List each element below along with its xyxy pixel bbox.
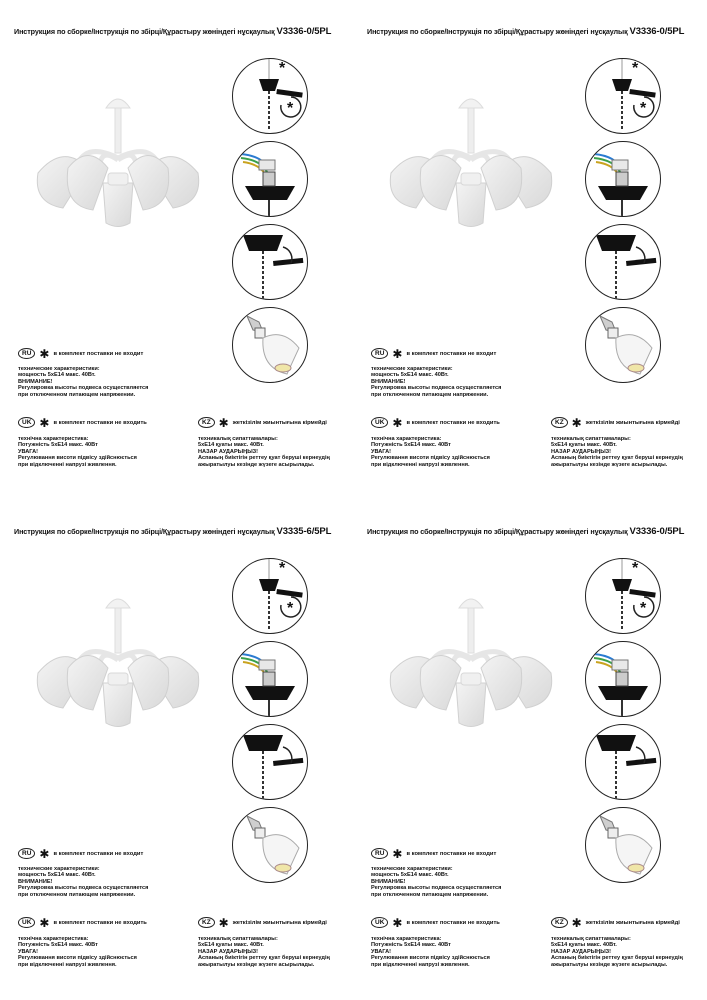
asterisk-icon: ✱ <box>39 915 50 930</box>
step-canopy-fix <box>585 724 661 800</box>
sheet-title <box>367 526 684 537</box>
asterisk-icon: ✱ <box>39 346 50 361</box>
kz-note-row <box>551 917 680 928</box>
uk-line: Потужність 5хЕ14 макс. 40Вт <box>371 442 451 449</box>
step-shade-bulb <box>232 307 308 383</box>
uk-note: в комплект поставки не входить <box>53 419 147 426</box>
uk-badge: UK <box>18 917 35 928</box>
step-chain-screw <box>232 58 308 134</box>
ru-line: Регулировка высоты подвеса осуществляется <box>18 885 149 892</box>
step-shade-bulb <box>232 807 308 883</box>
title-text: Инструкция по сборке/Інструкція по збірці/Құрастыру жөніндегі нұсқаулық <box>14 527 275 536</box>
uk-note-row <box>371 417 500 428</box>
svg-text:*: * <box>287 600 294 617</box>
kz-line: ажыратылуы кезінде жүзеге асырылады. <box>551 961 668 968</box>
kz-line: НАЗАР АУДАРЫҢЫЗ! <box>198 948 259 955</box>
uk-note-row <box>18 417 147 428</box>
uk-line: технічна характеристика: <box>18 436 89 442</box>
kz-badge: KZ <box>198 417 215 428</box>
ru-note: в комплект поставки не входит <box>406 350 497 357</box>
kz-line: техникалық сипаттамалары: <box>551 436 631 442</box>
uk-line: Регулювання висоти підвісу здійснюється <box>18 455 137 462</box>
kz-line: Аспаның биіктігін реттеу қуат беруші кернеудің <box>198 455 330 462</box>
kz-line: Аспаның биіктігін реттеу қуат беруші кернеудің <box>551 955 683 962</box>
uk-line: технічна характеристика: <box>371 436 442 442</box>
ru-line: мощность 5хЕ14 макс. 40Вт. <box>18 872 96 879</box>
assembly-steps <box>581 558 663 890</box>
uk-note: в комплект поставки не входить <box>406 419 500 426</box>
ru-line: ВНИМАНИЕ! <box>18 878 53 885</box>
ru-text <box>18 866 148 898</box>
ru-line: при отключенном питающем напряжении. <box>18 391 136 398</box>
kz-line: НАЗАР АУДАРЫҢЫЗ! <box>198 448 259 455</box>
kz-text <box>551 936 683 968</box>
kz-line: техникалық сипаттамалары: <box>198 936 278 942</box>
ru-note: в комплект поставки не входит <box>53 350 144 357</box>
uk-text <box>371 936 490 968</box>
title-text: Инструкция по сборке/Інструкція по збірці/Құрастыру жөніндегі нұсқаулық <box>367 27 628 36</box>
ru-note-row <box>18 848 143 859</box>
ru-note-row <box>371 848 496 859</box>
kz-line: 5хЕ14 қуаты макс. 40Вт. <box>198 942 264 949</box>
ru-line: ВНИМАНИЕ! <box>371 378 406 385</box>
ru-line: технические характеристики: <box>18 866 100 872</box>
ru-badge: RU <box>18 348 35 359</box>
model-number: V3336-0/5PL <box>276 26 332 37</box>
svg-text:*: * <box>632 60 639 77</box>
asterisk-icon: ✱ <box>571 915 582 930</box>
uk-line: при відключенні напрузі живлення. <box>18 961 117 968</box>
kz-line: техникалық сипаттамалары: <box>551 936 631 942</box>
step-wiring <box>232 641 308 717</box>
kz-note-row <box>198 417 327 428</box>
uk-line: Потужність 5хЕ14 макс. 40Вт <box>18 442 98 449</box>
uk-text <box>371 436 490 468</box>
step-shade-bulb <box>585 307 661 383</box>
svg-text:*: * <box>640 100 647 117</box>
kz-line: Аспаның биіктігін реттеу қуат беруші кернеудің <box>198 955 330 962</box>
uk-note: в комплект поставки не входить <box>53 919 147 926</box>
ru-note-row <box>18 348 143 359</box>
uk-line: УВАГА! <box>18 948 39 955</box>
uk-text <box>18 436 137 468</box>
kz-note: жеткізілім жиынтығына кірмейді <box>232 919 327 926</box>
kz-line: ажыратылуы кезінде жүзеге асырылады. <box>551 461 668 468</box>
ru-note: в комплект поставки не входит <box>406 850 497 857</box>
kz-line: 5хЕ14 қуаты макс. 40Вт. <box>551 942 617 949</box>
assembly-steps <box>228 58 310 390</box>
ru-note: в комплект поставки не входит <box>53 850 144 857</box>
asterisk-icon: ✱ <box>571 415 582 430</box>
ru-text <box>371 366 501 398</box>
uk-note: в комплект поставки не входить <box>406 919 500 926</box>
svg-text:*: * <box>279 60 286 77</box>
uk-badge: UK <box>371 417 388 428</box>
uk-badge: UK <box>371 917 388 928</box>
kz-badge: KZ <box>551 917 568 928</box>
kz-text <box>198 436 330 468</box>
ru-line: при отключенном питающем напряжении. <box>18 891 136 898</box>
chandelier-illustration <box>18 88 218 238</box>
step-chain-screw <box>232 558 308 634</box>
model-number: V3335-6/5PL <box>276 526 332 537</box>
asterisk-icon: ✱ <box>218 915 229 930</box>
ru-line: Регулировка высоты подвеса осуществляется <box>18 385 149 392</box>
chandelier-illustration <box>18 588 218 738</box>
kz-note-row <box>198 917 327 928</box>
svg-text:*: * <box>279 560 286 577</box>
uk-line: Потужність 5хЕ14 макс. 40Вт <box>18 942 98 949</box>
instruction-sheet <box>0 0 353 500</box>
sheet-title <box>14 526 331 537</box>
ru-line: мощность 5хЕ14 макс. 40Вт. <box>371 872 449 879</box>
ru-badge: RU <box>18 848 35 859</box>
svg-text:*: * <box>632 560 639 577</box>
uk-line: при відключенні напрузі живлення. <box>18 461 117 468</box>
kz-line: ажыратылуы кезінде жүзеге асырылады. <box>198 961 315 968</box>
kz-note: жеткізілім жиынтығына кірмейді <box>585 419 680 426</box>
uk-line: Регулювання висоти підвісу здійснюється <box>371 455 490 462</box>
uk-line: при відключенні напрузі живлення. <box>371 461 470 468</box>
step-shade-bulb <box>585 807 661 883</box>
ru-text <box>18 366 148 398</box>
uk-line: Потужність 5хЕ14 макс. 40Вт <box>371 942 451 949</box>
ru-line: мощность 5хЕ14 макс. 40Вт. <box>18 372 96 379</box>
ru-line: мощность 5хЕ14 макс. 40Вт. <box>371 372 449 379</box>
asterisk-icon: ✱ <box>39 846 50 861</box>
kz-text <box>198 936 330 968</box>
instruction-sheet <box>0 500 353 1000</box>
svg-text:*: * <box>640 600 647 617</box>
step-chain-screw <box>585 558 661 634</box>
ru-line: технические характеристики: <box>18 366 100 372</box>
asterisk-icon: ✱ <box>392 915 403 930</box>
asterisk-icon: ✱ <box>392 415 403 430</box>
uk-line: технічна характеристика: <box>18 936 89 942</box>
asterisk-icon: ✱ <box>392 846 403 861</box>
assembly-steps <box>581 58 663 390</box>
kz-note-row <box>551 417 680 428</box>
kz-line: НАЗАР АУДАРЫҢЫЗ! <box>551 948 612 955</box>
instruction-sheet <box>353 0 706 500</box>
kz-line: 5хЕ14 қуаты макс. 40Вт. <box>198 442 264 449</box>
ru-line: технические характеристики: <box>371 866 453 872</box>
instruction-sheet <box>353 500 706 1000</box>
asterisk-icon: ✱ <box>39 415 50 430</box>
ru-line: ВНИМАНИЕ! <box>371 878 406 885</box>
step-wiring <box>585 641 661 717</box>
ru-badge: RU <box>371 348 388 359</box>
ru-badge: RU <box>371 848 388 859</box>
asterisk-icon: ✱ <box>392 346 403 361</box>
uk-line: УВАГА! <box>18 448 39 455</box>
kz-note: жеткізілім жиынтығына кірмейді <box>585 919 680 926</box>
uk-line: Регулювання висоти підвісу здійснюється <box>371 955 490 962</box>
kz-badge: KZ <box>551 417 568 428</box>
svg-text:*: * <box>287 100 294 117</box>
step-wiring <box>232 141 308 217</box>
title-text: Инструкция по сборке/Інструкція по збірці/Құрастыру жөніндегі нұсқаулық <box>367 527 628 536</box>
asterisk-icon: ✱ <box>218 415 229 430</box>
kz-line: НАЗАР АУДАРЫҢЫЗ! <box>551 448 612 455</box>
ru-line: ВНИМАНИЕ! <box>18 378 53 385</box>
kz-line: 5хЕ14 қуаты макс. 40Вт. <box>551 442 617 449</box>
kz-line: техникалық сипаттамалары: <box>198 436 278 442</box>
uk-badge: UK <box>18 417 35 428</box>
model-number: V3336-0/5PL <box>629 526 685 537</box>
step-chain-screw <box>585 58 661 134</box>
chandelier-illustration <box>371 588 571 738</box>
ru-line: при отключенном питающем напряжении. <box>371 391 489 398</box>
ru-line: Регулировка высоты подвеса осуществляется <box>371 385 502 392</box>
uk-line: технічна характеристика: <box>371 936 442 942</box>
title-text: Инструкция по сборке/Інструкція по збірці/Құрастыру жөніндегі нұсқаулық <box>14 27 275 36</box>
step-wiring <box>585 141 661 217</box>
kz-badge: KZ <box>198 917 215 928</box>
step-canopy-fix <box>585 224 661 300</box>
ru-note-row <box>371 348 496 359</box>
kz-note: жеткізілім жиынтығына кірмейді <box>232 419 327 426</box>
kz-line: ажыратылуы кезінде жүзеге асырылады. <box>198 461 315 468</box>
uk-line: при відключенні напрузі живлення. <box>371 961 470 968</box>
uk-line: УВАГА! <box>371 948 392 955</box>
chandelier-illustration <box>371 88 571 238</box>
uk-line: УВАГА! <box>371 448 392 455</box>
step-canopy-fix <box>232 724 308 800</box>
assembly-steps <box>228 558 310 890</box>
sheet-title <box>14 26 331 37</box>
step-canopy-fix <box>232 224 308 300</box>
ru-text <box>371 866 501 898</box>
uk-note-row <box>371 917 500 928</box>
uk-note-row <box>18 917 147 928</box>
uk-line: Регулювання висоти підвісу здійснюється <box>18 955 137 962</box>
kz-line: Аспаның биіктігін реттеу қуат беруші кернеудің <box>551 455 683 462</box>
ru-line: Регулировка высоты подвеса осуществляется <box>371 885 502 892</box>
kz-text <box>551 436 683 468</box>
ru-line: при отключенном питающем напряжении. <box>371 891 489 898</box>
sheet-title <box>367 26 684 37</box>
ru-line: технические характеристики: <box>371 366 453 372</box>
model-number: V3336-0/5PL <box>629 26 685 37</box>
uk-text <box>18 936 137 968</box>
